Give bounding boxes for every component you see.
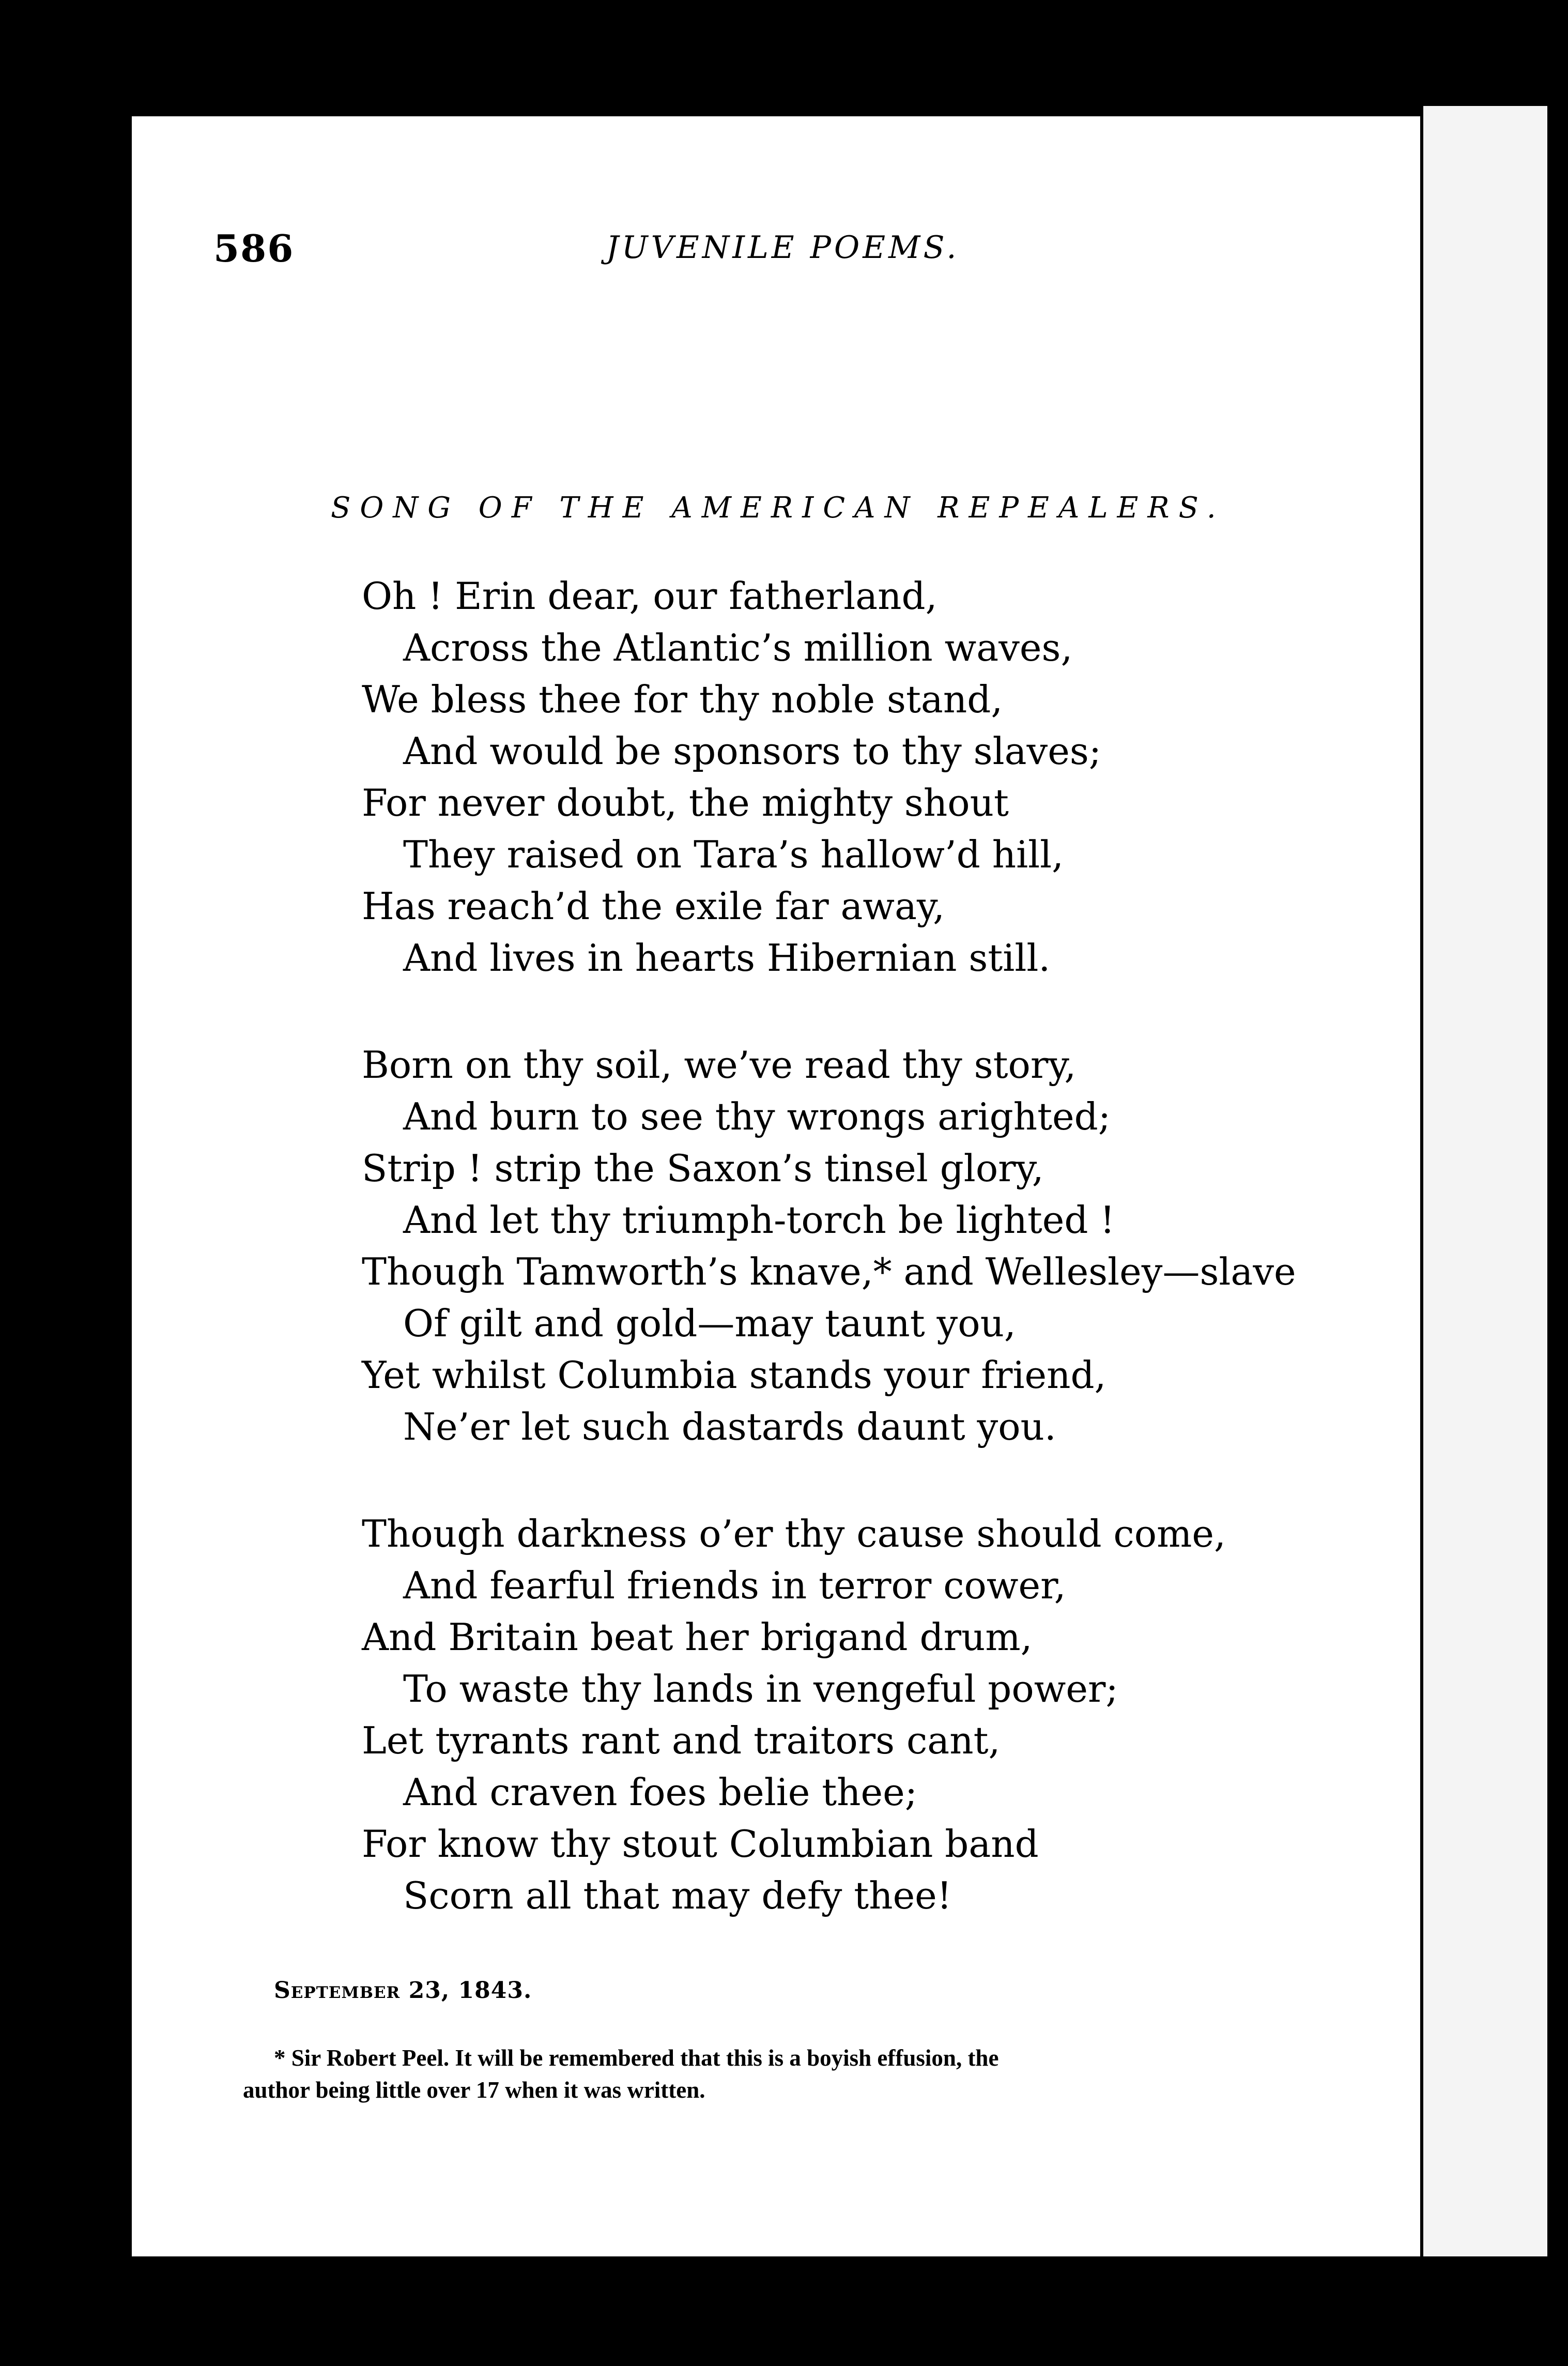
- dateline: September 23, 1843.: [274, 1977, 532, 2004]
- poem-line: They raised on Tara’s hallow’d hill,: [403, 833, 1064, 876]
- poem-line: And fearful friends in terror cower,: [403, 1564, 1066, 1607]
- poem-line: Strip ! strip the Saxon’s tinsel glory,: [362, 1147, 1044, 1190]
- poem-line: For never doubt, the mighty shout: [362, 781, 1009, 825]
- poem-line: Across the Atlantic’s million waves,: [403, 626, 1073, 669]
- poem-body: [362, 570, 1344, 1977]
- poem-line: To waste thy lands in vengeful power;: [403, 1667, 1118, 1711]
- stanza-1: [362, 570, 1344, 984]
- poem-line: We bless thee for thy noble stand,: [362, 678, 1003, 721]
- footnote-line: author being little over 17 when it was written.: [243, 2077, 705, 2103]
- poem-line: And burn to see thy wrongs arighted;: [403, 1095, 1111, 1138]
- poem-line: Born on thy soil, we’ve read thy story,: [362, 1043, 1077, 1087]
- poem-line: Though Tamworth’s knave,* and Wellesley—slave: [362, 1250, 1296, 1293]
- footnote: [243, 2042, 1354, 2106]
- poem-line: Let tyrants rant and traitors cant,: [362, 1719, 1001, 1762]
- stanza-2: [362, 1039, 1344, 1453]
- poem-line: And Britain beat her brigand drum,: [362, 1615, 1033, 1659]
- poem-line: Has reach’d the exile far away,: [362, 884, 945, 928]
- poem-line: Yet whilst Columbia stands your friend,: [362, 1353, 1106, 1397]
- poem-line: Scorn all that may defy thee!: [403, 1874, 952, 1917]
- poem-line: And would be sponsors to thy slaves;: [403, 729, 1102, 773]
- poem-line: Oh ! Erin dear, our fatherland,: [362, 574, 937, 618]
- adjacent-page-edge: [1420, 106, 1547, 2256]
- poem-line: And craven foes belie thee;: [403, 1770, 918, 1814]
- poem-line: Ne’er let such dastards daunt you.: [403, 1405, 1056, 1448]
- poem-line: Though darkness o’er thy cause should come,: [362, 1512, 1226, 1555]
- poem-title: SONG OF THE AMERICAN REPEALERS.: [331, 491, 1225, 525]
- poem-line: For know thy stout Columbian band: [362, 1822, 1039, 1866]
- stanza-3: [362, 1508, 1344, 1921]
- poem-line: And let thy triumph-torch be lighted !: [403, 1198, 1115, 1242]
- poem-line: Of gilt and gold—may taunt you,: [403, 1302, 1016, 1345]
- running-head: JUVENILE POEMS.: [606, 230, 960, 266]
- footnote-line: * Sir Robert Peel. It will be remembered that this is a boyish effusion, the: [274, 2045, 999, 2071]
- poem-line: And lives in hearts Hibernian still.: [403, 936, 1051, 980]
- page-number: 586: [213, 226, 295, 270]
- page-header: [213, 226, 1350, 288]
